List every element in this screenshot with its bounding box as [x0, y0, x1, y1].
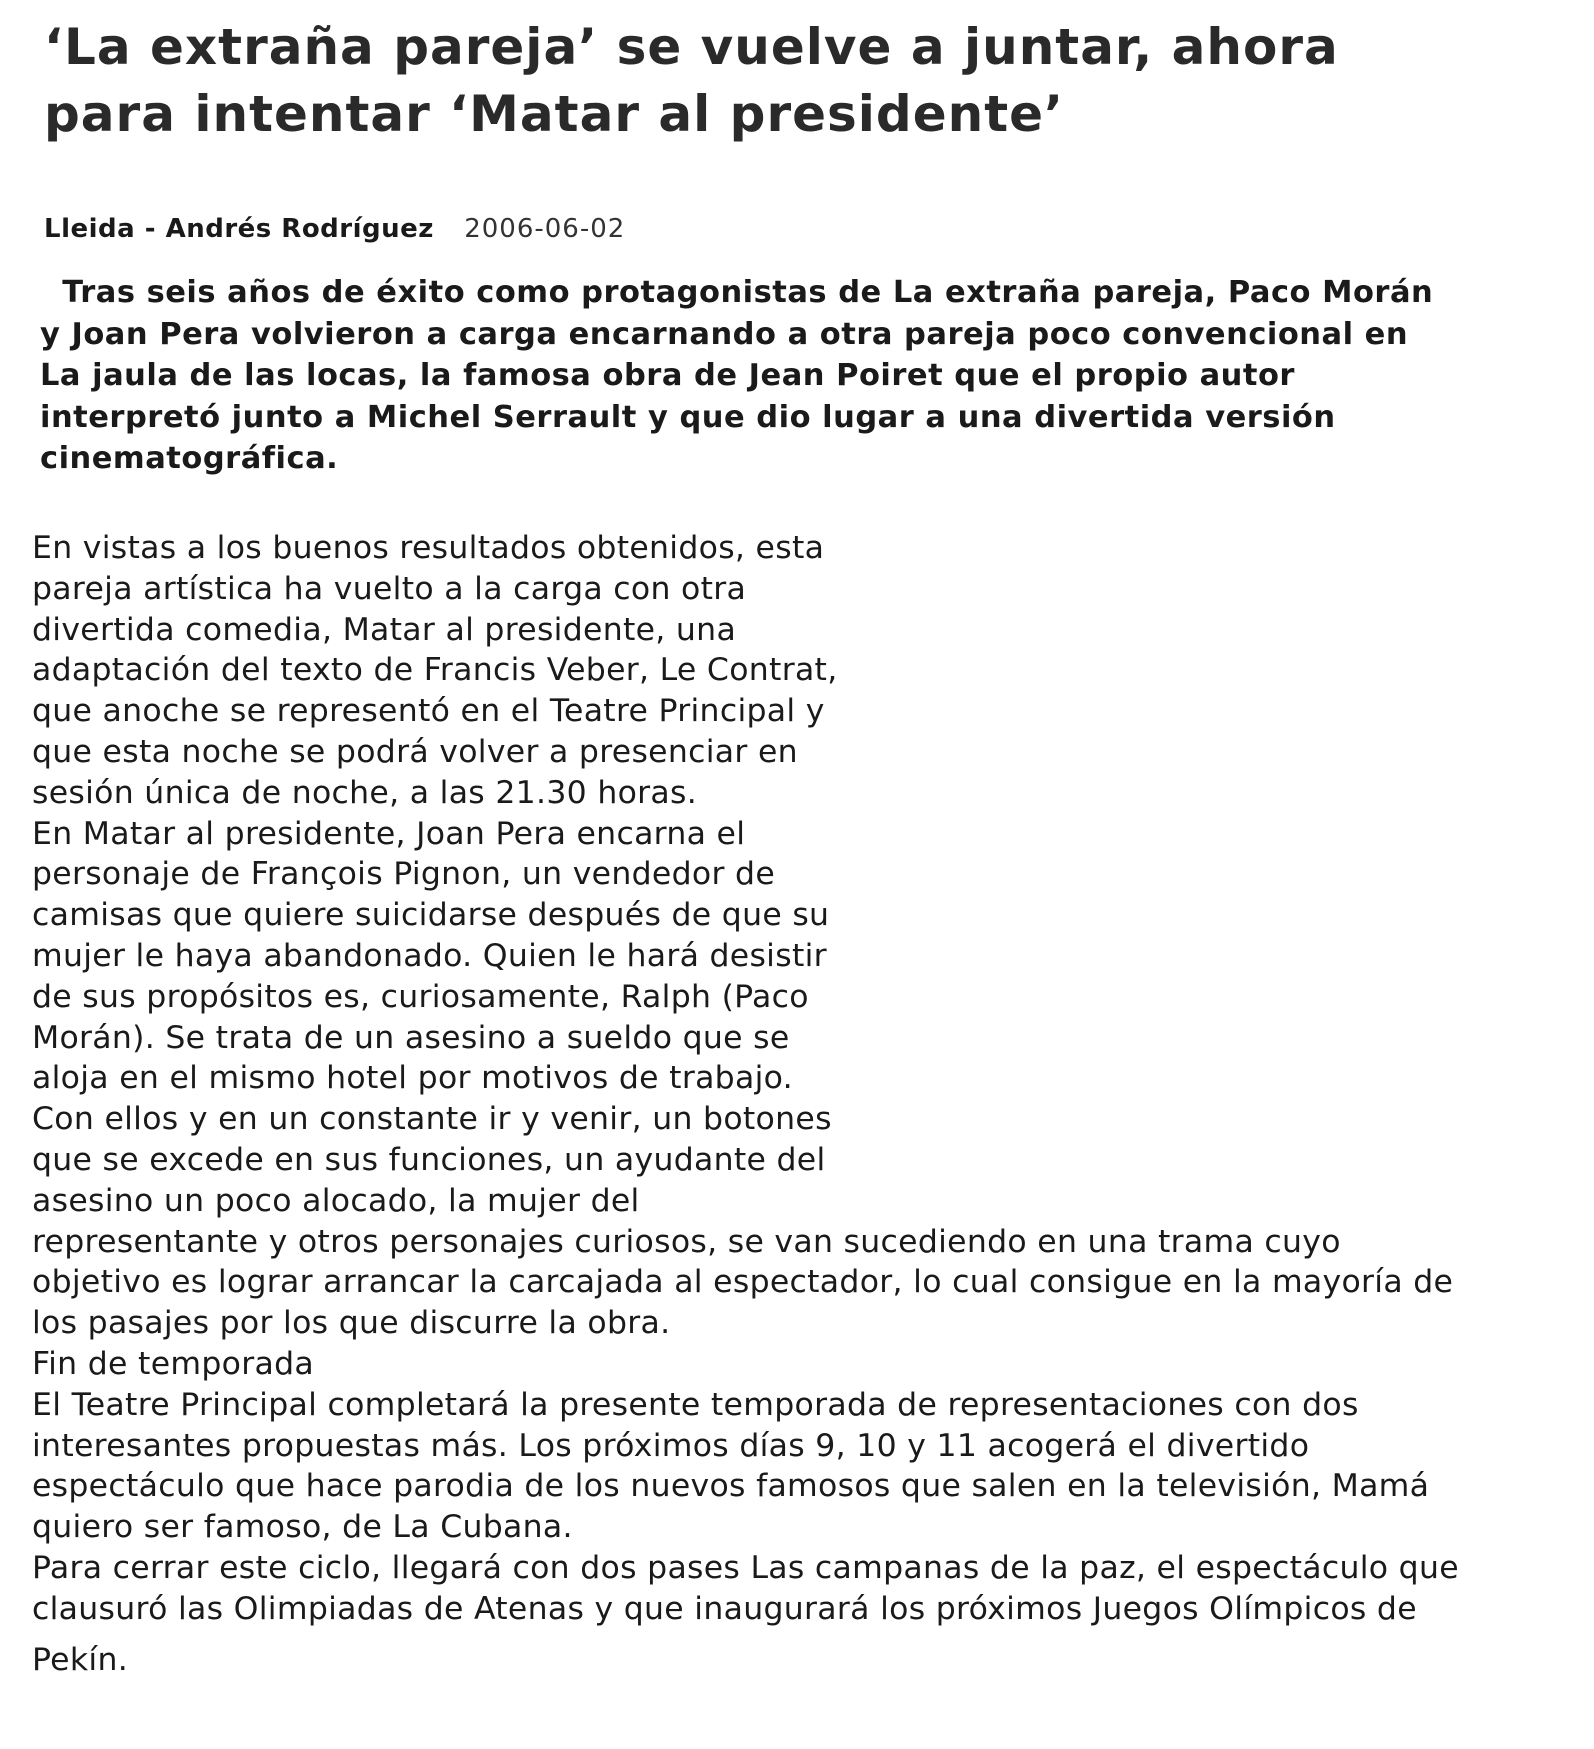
body-line: camisas que quiere suicidarse después de que su — [32, 897, 830, 934]
headline-line: para intentar ‘Matar al presidente’ — [44, 85, 1065, 143]
body-line: Morán). Se trata de un asesino a sueldo que se — [32, 1019, 790, 1056]
body-line: clausuró las Olimpiadas de Atenas y que inaugurará los próximos Juegos Olímpicos de — [32, 1590, 1417, 1627]
lead-line: interpretó junto a Michel Serrault y que dio lugar a una divertida versión — [40, 399, 1336, 435]
body-line: Con ellos y en un constante ir y venir, un botones — [32, 1101, 832, 1138]
body-line: Pekín. — [32, 1641, 129, 1678]
body-line: los pasajes por los que discurre la obra. — [32, 1305, 671, 1342]
lead-line: La jaula de las locas, la famosa obra de Jean Poiret que el propio autor — [40, 358, 1295, 393]
lead-line: Tras seis años de éxito como protagonistas de La extraña pareja, Paco Morán — [40, 275, 1434, 310]
body-line: asesino un poco alocado, la mujer del — [32, 1182, 640, 1219]
body-line: quiero ser famoso, de La Cubana. — [32, 1509, 573, 1546]
body-line: adaptación del texto de Francis Veber, Le Contrat, — [32, 652, 838, 689]
lead-line: y Joan Pera volvieron a carga encarnando a otra pareja poco convencional en — [40, 316, 1409, 352]
body-line: pareja artística ha vuelto a la carga con otra — [32, 570, 747, 607]
body-line: que se excede en sus funciones, un ayudante del — [32, 1141, 826, 1178]
body-line: En vistas a los buenos resultados obtenidos, esta — [32, 530, 825, 566]
body-line: que anoche se representó en el Teatre Principal y — [32, 693, 825, 730]
body-line: En Matar al presidente, Joan Pera encarna el — [32, 815, 746, 852]
body-line: mujer le haya abandonado. Quien le hará desistir — [32, 937, 827, 974]
body-line: que esta noche se podrá volver a presenciar en — [32, 733, 798, 770]
body-line: sesión única de noche, a las 21.30 horas. — [32, 774, 698, 811]
body-line: El Teatre Principal completará la presente temporada de representaciones con dos — [32, 1386, 1359, 1423]
body-line: objetivo es lograr arrancar la carcajada al espectador, lo cual consigue en la mayoría de — [32, 1264, 1454, 1301]
body-line: personaje de François Pignon, un vendedor de — [32, 856, 776, 893]
body-line: espectáculo que hace parodia de los nuevos famosos que salen en la televisión, Mamá — [32, 1468, 1430, 1505]
article-body — [32, 528, 1582, 1680]
headline-line: ‘La extraña pareja’ se vuelve a juntar, ahora — [44, 18, 1339, 76]
byline-author: Lleida - Andrés Rodríguez — [44, 214, 434, 244]
lead-paragraph — [40, 272, 1580, 480]
lead-line: cinematográfica. — [40, 441, 339, 476]
byline — [44, 214, 625, 244]
body-line: divertida comedia, Matar al presidente, una — [32, 611, 737, 648]
section-subheading: Fin de temporada — [32, 1345, 314, 1382]
headline — [44, 14, 1564, 148]
body-line: representante y otros personajes curiosos, se van sucediendo en una trama cuyo — [32, 1223, 1341, 1260]
body-line: aloja en el mismo hotel por motivos de trabajo. — [32, 1060, 793, 1097]
body-line: interesantes propuestas más. Los próximos días 9, 10 y 11 acogerá el divertido — [32, 1427, 1310, 1464]
body-line: de sus propósitos es, curiosamente, Ralph (Paco — [32, 978, 809, 1015]
body-line: Para cerrar este ciclo, llegará con dos pases Las campanas de la paz, el espectáculo que — [32, 1549, 1459, 1586]
publish-date: 2006-06-02 — [464, 214, 626, 244]
